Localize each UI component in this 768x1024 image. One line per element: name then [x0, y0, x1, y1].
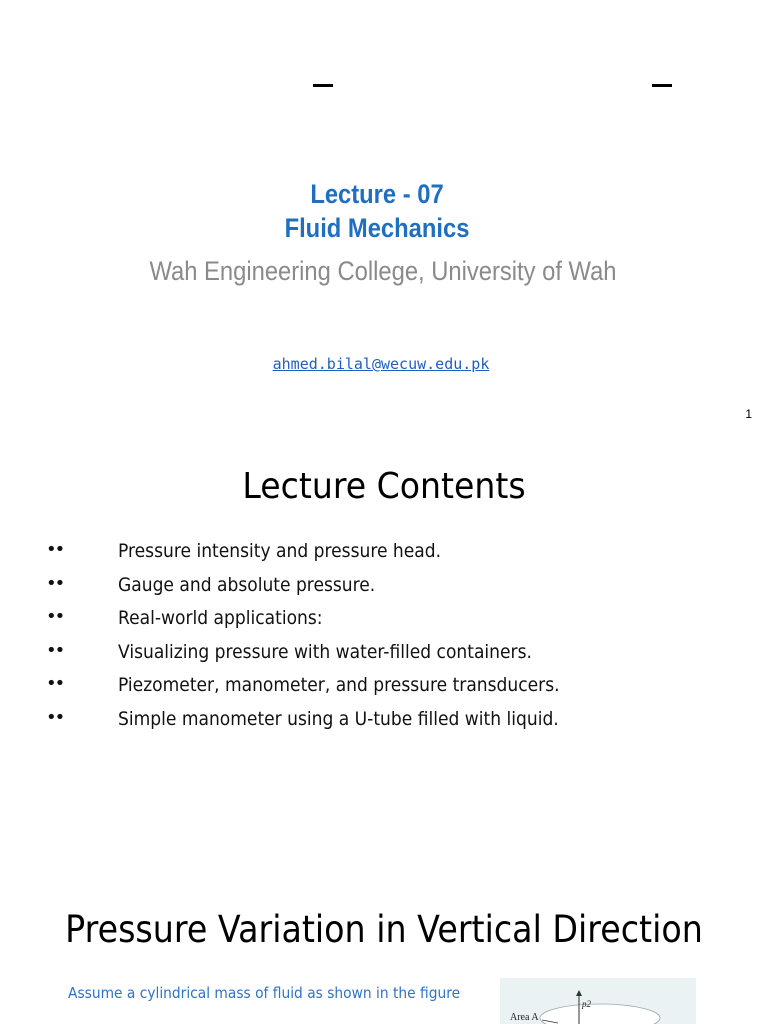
contents-title: Lecture Contents	[242, 466, 526, 507]
bullet-icon: ••	[46, 572, 64, 594]
cylinder-diagram	[500, 978, 696, 1024]
bullet-icon: ••	[46, 706, 64, 728]
bullet-icon: ••	[46, 673, 64, 695]
bullet-icon: ••	[46, 539, 64, 560]
list-item-text: Simple manometer using a U-tube filled with liquid.	[118, 707, 559, 730]
course-title: Fluid Mechanics	[284, 213, 470, 243]
body-text: Assume a cylindrical mass of fluid as shown in the figure	[68, 984, 461, 1002]
list-item-text: Gauge and absolute pressure.	[118, 573, 376, 596]
email-link[interactable]: ahmed.bilal@wecuw.edu.pk	[272, 355, 490, 373]
title-dash-right	[652, 84, 672, 87]
area-label: Area A	[510, 1012, 539, 1023]
arrow-head	[576, 990, 582, 996]
bullet-icon: ••	[46, 639, 64, 661]
list-item-text: Pressure intensity and pressure head.	[118, 540, 442, 562]
institution-name: Wah Engineering College, University of Wah	[149, 256, 617, 286]
page-number: 1	[745, 407, 752, 421]
title-dash-left	[313, 84, 333, 87]
list-item-text: Piezometer, manometer, and pressure transducers.	[118, 674, 560, 697]
section-title: Pressure Variation in Vertical Direction	[65, 908, 703, 951]
cylinder-top-ellipse	[540, 1004, 660, 1024]
bullet-icon: ••	[46, 606, 64, 628]
lecture-number: Lecture - 07	[310, 179, 444, 209]
cylinder-figure	[500, 978, 696, 1024]
pressure-label: p2	[582, 999, 591, 1009]
list-item-text: Visualizing pressure with water-filled containers.	[118, 640, 532, 663]
list-item-text: Real-world applications:	[118, 607, 323, 630]
